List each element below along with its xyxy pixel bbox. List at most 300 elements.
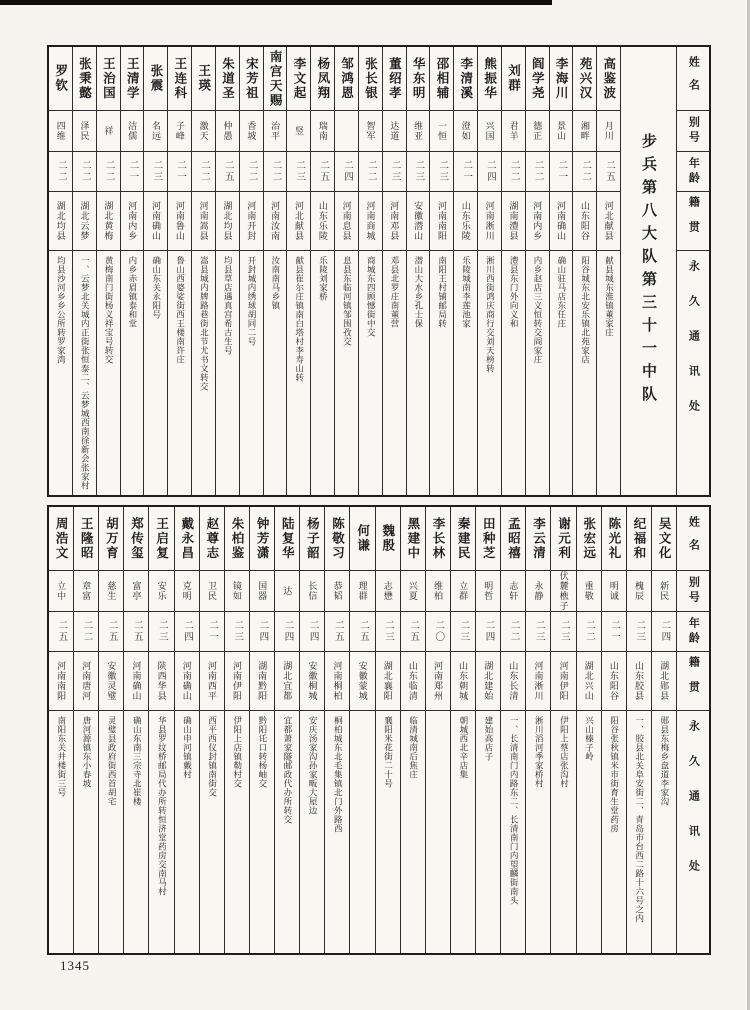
- person-address: 献县崔尔庄镇南白塔村李寿山转: [294, 256, 305, 382]
- person-address: 汝南南马乡镇: [270, 256, 281, 310]
- person-alias-cell: [426, 571, 450, 612]
- person-address: 南阳王村铺邮局转: [437, 256, 448, 328]
- person-native-place: 河南确山: [131, 661, 142, 701]
- person-name-cell: [401, 507, 425, 571]
- person-address-cell: [335, 251, 358, 495]
- person-name: 张长银: [363, 56, 378, 101]
- person-name-cell: [149, 507, 173, 571]
- person-name-cell: [99, 507, 123, 571]
- person-alias: 君羊: [508, 121, 519, 141]
- person-column: [477, 47, 501, 495]
- person-address-cell: [73, 251, 96, 495]
- person-name: 谢元利: [556, 516, 571, 561]
- person-address-cell: [144, 251, 167, 495]
- person-address-cell: [175, 711, 199, 953]
- person-alias-cell: [430, 111, 453, 152]
- person-alias-cell: [383, 111, 406, 152]
- person-native-cell: [451, 652, 475, 711]
- person-age-cell: [407, 152, 430, 192]
- person-alias: 理群: [357, 581, 368, 601]
- person-native-place: 河南确山: [556, 201, 567, 241]
- person-name: 纪福和: [632, 516, 646, 561]
- person-alias-cell: [407, 111, 430, 152]
- person-native-cell: [597, 192, 620, 251]
- person-age-cell: [192, 152, 215, 192]
- person-alias-cell: [121, 111, 144, 152]
- person-name: 戴永昌: [179, 516, 194, 561]
- person-alias-cell: [49, 111, 72, 152]
- person-age: 二三: [413, 160, 424, 183]
- person-address: 安庆汤家沟孙家畈大屋边: [308, 716, 319, 815]
- person-address: 一、云梦北关城内正街张恒泰二、云梦城西南徐新会张家村: [80, 256, 91, 490]
- scan-artifact-top-bar: [0, 0, 552, 5]
- person-age: 二四: [483, 620, 494, 643]
- person-address: 阳谷城东北安乐镇北苑家店: [580, 256, 591, 364]
- person-name-cell: [121, 47, 144, 111]
- person-age: 二四: [484, 160, 495, 183]
- person-native-cell: [49, 652, 73, 711]
- person-column: [550, 507, 575, 953]
- person-name-cell: [74, 507, 98, 571]
- person-age-cell: [168, 152, 191, 192]
- header-cell-name: [677, 507, 709, 571]
- person-name: 高鉴波: [601, 56, 616, 101]
- person-native-place: 湖北黄梅: [103, 201, 114, 241]
- person-address: 朝城西北辛店集: [458, 716, 469, 779]
- person-address: 澧县东门外向义和: [509, 256, 520, 328]
- person-age: 二一: [609, 620, 620, 643]
- person-alias-cell: [192, 111, 215, 152]
- person-native-place: 河南郑州: [432, 661, 443, 701]
- person-age-cell: [275, 612, 299, 652]
- header-label-address: 永久通讯处: [687, 260, 700, 435]
- person-native-place: 河南西平: [206, 661, 217, 701]
- person-name-cell: [652, 507, 676, 571]
- person-column: [224, 507, 249, 953]
- person-name: 阎学尧: [530, 56, 545, 101]
- person-alias: 祥: [103, 126, 114, 136]
- person-native-place: 河南伊阳: [231, 661, 242, 701]
- person-name-cell: [359, 47, 382, 111]
- person-alias-cell: [401, 571, 425, 612]
- person-native-place: 湖北郧县: [659, 661, 670, 701]
- person-alias-cell: [476, 571, 500, 612]
- person-address-cell: [121, 251, 144, 495]
- person-native-place: 湖北建始: [483, 661, 494, 701]
- person-address-cell: [49, 251, 72, 495]
- person-address: 桐柏城东北毛集镇北门外路西: [333, 716, 344, 833]
- person-alias-cell: [627, 571, 651, 612]
- person-address: 确山驻马店东任庄: [556, 256, 567, 328]
- person-age: 二四: [182, 620, 193, 643]
- person-native-cell: [168, 192, 191, 251]
- person-native-cell: [192, 192, 215, 251]
- person-native-cell: [501, 652, 525, 711]
- person-address-cell: [407, 251, 430, 495]
- person-column: [501, 47, 525, 495]
- person-address-cell: [551, 711, 575, 953]
- person-alias: 志轩: [508, 581, 519, 601]
- person-age: 二二: [198, 160, 209, 183]
- person-age: 二四: [659, 620, 670, 643]
- person-name-cell: [573, 47, 596, 111]
- person-name: 李长林: [431, 516, 445, 561]
- person-name-cell: [526, 507, 550, 571]
- person-alias: 景山: [556, 121, 567, 141]
- person-name-cell: [597, 47, 620, 111]
- person-alias-cell: [175, 571, 199, 612]
- person-column: [249, 507, 274, 953]
- person-column: [425, 507, 450, 953]
- person-native-place: 湖北均县: [222, 201, 233, 241]
- person-native-place: 河南南阳: [56, 661, 67, 701]
- person-alias-cell: [325, 571, 349, 612]
- person-age: 二三: [294, 160, 305, 183]
- person-native-cell: [121, 192, 144, 251]
- person-address: 一、长清南门内路东二、长清南门内望麟街南头: [509, 716, 520, 905]
- person-address: 均县沙河乡乡公所转罗家湾: [56, 256, 67, 364]
- person-address-cell: [652, 711, 676, 953]
- person-age-cell: [652, 612, 676, 652]
- person-column: [73, 507, 98, 953]
- person-name-cell: [240, 47, 263, 111]
- person-age: 二一: [461, 160, 472, 183]
- person-column: [358, 47, 382, 495]
- person-name: 张宏远: [581, 516, 596, 561]
- person-address: 一、胶县北关阜安街二、青岛市台西二路十六号之内: [634, 716, 645, 923]
- person-age-cell: [74, 612, 98, 652]
- person-alias: 子峰: [174, 121, 185, 141]
- person-alias-cell: [551, 571, 575, 612]
- person-alias: 维柏: [432, 581, 443, 601]
- person-native-cell: [300, 652, 324, 711]
- header-cell-native: [677, 652, 709, 711]
- person-name: 李清溪: [458, 56, 473, 101]
- person-column: [49, 507, 73, 953]
- person-age-cell: [325, 612, 349, 652]
- header-label-alias: 别号: [687, 576, 700, 606]
- person-native-place: 河南桐柏: [332, 661, 343, 701]
- person-age: 二五: [56, 620, 67, 643]
- person-column: [174, 507, 199, 953]
- person-column: [626, 507, 651, 953]
- person-native-cell: [476, 652, 500, 711]
- person-age-cell: [627, 612, 651, 652]
- person-name-cell: [476, 507, 500, 571]
- person-address-cell: [401, 711, 425, 953]
- person-age: 二四: [257, 620, 268, 643]
- person-alias-cell: [501, 571, 525, 612]
- person-name-cell: [97, 47, 120, 111]
- person-alias: 克明: [181, 581, 192, 601]
- person-age-cell: [73, 152, 96, 192]
- person-name-cell: [335, 47, 358, 111]
- person-alias: 月川: [603, 121, 614, 141]
- person-address-cell: [573, 251, 596, 495]
- person-address-cell: [577, 711, 601, 953]
- person-native-cell: [602, 652, 626, 711]
- person-native-cell: [250, 652, 274, 711]
- person-name: 罗钦: [53, 64, 68, 93]
- person-age-cell: [602, 612, 626, 652]
- person-name: 张震: [149, 64, 164, 93]
- person-name-cell: [311, 47, 334, 111]
- person-alias-cell: [573, 111, 596, 152]
- person-address-cell: [124, 711, 148, 953]
- person-alias: 明诚: [608, 581, 619, 601]
- person-address: 灵璧县政府街西首胡宅: [107, 716, 118, 806]
- person-name: 张秉懿: [77, 56, 92, 101]
- person-age-cell: [383, 152, 406, 192]
- person-name: 熊振华: [482, 56, 497, 101]
- person-native-cell: [401, 652, 425, 711]
- person-name: 王清学: [125, 56, 140, 101]
- person-name-cell: [407, 47, 430, 111]
- person-column: [299, 507, 324, 953]
- person-column: [96, 47, 120, 495]
- person-age: 二二: [365, 160, 376, 183]
- header-label-native: 籍贯: [687, 656, 700, 706]
- person-address-cell: [49, 711, 73, 953]
- person-name: 陈敬习: [330, 516, 345, 561]
- person-native-place: 河南开封: [246, 201, 257, 241]
- person-name: 李海川: [554, 56, 569, 101]
- person-address: 邓县北罗庄南董营: [390, 256, 401, 328]
- person-age: 二五: [604, 160, 615, 183]
- person-age: 二一: [175, 160, 186, 183]
- person-name: 何谦: [355, 524, 370, 553]
- person-address: 鲁山西婆娑街西王楼南许庄: [175, 256, 186, 364]
- person-name-cell: [124, 507, 148, 571]
- header-cell-name: [677, 47, 709, 111]
- person-name: 陆复华: [280, 516, 295, 561]
- person-native-place: 安徽桐城: [307, 661, 318, 701]
- person-native-cell: [376, 652, 400, 711]
- person-address-cell: [264, 251, 287, 495]
- person-age: 二三: [383, 620, 394, 643]
- person-address: 宜都萧家隧邮政代办所转交: [282, 716, 293, 824]
- person-age-cell: [144, 152, 167, 192]
- person-age-cell: [526, 612, 550, 652]
- person-alias: 激天: [198, 121, 209, 141]
- person-address: 黄梅南门街杨义祥宝号转交: [104, 256, 115, 364]
- person-native-cell: [359, 192, 382, 251]
- person-native-cell: [74, 652, 98, 711]
- header-label-native: 籍贯: [687, 196, 700, 246]
- person-address-cell: [359, 251, 382, 495]
- person-address: 确山申河镇戴村: [182, 716, 193, 779]
- person-column: [191, 47, 215, 495]
- person-address: 内乡赤眉镇泰和堂: [127, 256, 138, 328]
- person-native-cell: [335, 192, 358, 251]
- person-alias: 镜如: [231, 581, 242, 601]
- person-native-cell: [478, 192, 501, 251]
- person-address-cell: [430, 251, 453, 495]
- person-native-cell: [124, 652, 148, 711]
- person-column: [400, 507, 425, 953]
- person-alias: 恭韬: [332, 581, 343, 601]
- person-alias: 槐辰: [633, 581, 644, 601]
- person-column: [572, 47, 596, 495]
- person-column: [475, 507, 500, 953]
- person-address: 商城东四顾憾街中交: [366, 256, 377, 337]
- person-age-cell: [225, 612, 249, 652]
- person-address-cell: [149, 711, 173, 953]
- person-name: 王启复: [154, 516, 169, 561]
- person-alias: 竖: [293, 126, 304, 136]
- person-column: [98, 507, 123, 953]
- person-alias: 永静: [533, 581, 544, 601]
- person-column: [310, 47, 334, 495]
- person-alias: 洁儒: [127, 121, 138, 141]
- person-alias-cell: [149, 571, 173, 612]
- person-native-cell: [502, 192, 525, 251]
- person-name-cell: [602, 507, 626, 571]
- person-alias: 湘畔: [579, 121, 590, 141]
- person-alias: 章富: [81, 581, 92, 601]
- person-name: 王连科: [172, 56, 187, 101]
- person-native-cell: [652, 652, 676, 711]
- person-alias-cell: [577, 571, 601, 612]
- person-column: [72, 47, 96, 495]
- header-label-age: 年龄: [687, 156, 700, 187]
- person-native-cell: [144, 192, 167, 251]
- person-age: 二四: [307, 620, 318, 643]
- person-native-place: 河南鲁山: [174, 201, 185, 241]
- person-address: 建始高店子: [483, 716, 494, 761]
- person-native-place: 湖南澧县: [508, 201, 519, 241]
- person-age: 二二: [103, 160, 114, 183]
- person-age-cell: [264, 152, 287, 192]
- person-name-cell: [225, 507, 249, 571]
- person-name-cell: [192, 47, 215, 111]
- person-address-cell: [597, 251, 620, 495]
- person-age-cell: [121, 152, 144, 192]
- person-age-cell: [501, 612, 525, 652]
- person-age-cell: [149, 612, 173, 652]
- person-age-cell: [478, 152, 501, 192]
- person-native-place: 河南商城: [365, 201, 376, 241]
- person-native-cell: [325, 652, 349, 711]
- person-name: 苑兴汉: [577, 56, 592, 101]
- person-alias: 伏麓樵子: [558, 571, 569, 611]
- person-alias: 名远: [151, 121, 162, 141]
- person-native-cell: [350, 652, 374, 711]
- person-address: 乐陵城南李莲池家: [461, 256, 472, 328]
- person-address: 淅川西街鸿庆商行交刘天榜转: [485, 256, 496, 373]
- person-column: [263, 47, 287, 495]
- person-age-cell: [250, 612, 274, 652]
- person-age: 二三: [389, 160, 400, 183]
- person-alias: 维亚: [413, 121, 424, 141]
- person-address: 南阳东关井楼街三号: [56, 716, 67, 797]
- person-age: 二二: [270, 160, 281, 183]
- person-alias-cell: [454, 111, 477, 152]
- person-native-place: 河南息县: [341, 201, 352, 241]
- person-address: 嵩县城内牌路巷街北节尤书文转交: [199, 256, 210, 391]
- person-alias: 立群: [458, 581, 469, 601]
- person-column: [239, 47, 263, 495]
- person-age: 二三: [232, 620, 243, 643]
- person-alias: 兴夏: [407, 581, 418, 601]
- person-name-cell: [350, 507, 374, 571]
- person-address: 确山东南三宗寺北崔楼: [132, 716, 143, 806]
- person-native-cell: [240, 192, 263, 251]
- person-age-cell: [300, 612, 324, 652]
- person-address-cell: [451, 711, 475, 953]
- person-address-cell: [216, 251, 239, 495]
- person-alias-cell: [73, 111, 96, 152]
- person-age: 二三: [533, 620, 544, 643]
- person-native-cell: [200, 652, 224, 711]
- person-name-cell: [451, 507, 475, 571]
- person-name-cell: [526, 47, 549, 111]
- person-name-cell: [376, 507, 400, 571]
- person-column: [215, 47, 239, 495]
- person-column: [596, 47, 620, 495]
- person-alias-cell: [225, 571, 249, 612]
- person-address: 淅川滔河季家桥村: [534, 716, 545, 788]
- person-age-cell: [476, 612, 500, 652]
- person-native-place: 山东乐陵: [317, 201, 328, 241]
- person-native-place: 山东乐陵: [460, 201, 471, 241]
- person-alias: 志懋: [382, 581, 393, 601]
- person-native-place: 河南南阳: [436, 201, 447, 241]
- person-address-cell: [275, 711, 299, 953]
- person-name: 王隆昭: [79, 516, 94, 561]
- person-alias-cell: [350, 571, 374, 612]
- person-age: 二五: [222, 160, 233, 183]
- person-age: 二五: [332, 620, 343, 643]
- person-age: 二三: [151, 160, 162, 183]
- person-column: [148, 507, 173, 953]
- person-address-cell: [225, 711, 249, 953]
- person-address-cell: [426, 711, 450, 953]
- person-name: 邹鸿恩: [339, 56, 354, 101]
- person-column: [349, 507, 374, 953]
- person-column: [49, 47, 72, 495]
- person-alias: 新民: [659, 581, 670, 601]
- person-native-place: 安徽蒙城: [357, 661, 368, 701]
- person-alias-cell: [478, 111, 501, 152]
- person-alias-cell: [144, 111, 167, 152]
- person-address-cell: [311, 251, 334, 495]
- person-name-cell: [264, 47, 287, 111]
- person-name: 田种芝: [481, 516, 496, 561]
- person-name-cell: [627, 507, 651, 571]
- roster-table-bottom: [47, 505, 711, 955]
- person-alias: 泽民: [79, 121, 90, 141]
- person-alias-cell: [335, 111, 358, 152]
- person-alias-cell: [264, 111, 287, 152]
- person-native-cell: [454, 192, 477, 251]
- person-alias: 治平: [270, 121, 281, 141]
- person-address: 确山东关永阳号: [151, 256, 162, 319]
- person-native-cell: [73, 192, 96, 251]
- person-name: 朱道圣: [220, 56, 235, 101]
- person-address-cell: [526, 711, 550, 953]
- person-alias: 兴国: [484, 121, 495, 141]
- person-column: [375, 507, 400, 953]
- person-age: 二五: [408, 620, 419, 643]
- person-age: 二一: [556, 160, 567, 183]
- person-alias: 慈生: [106, 581, 117, 601]
- page-number: 1345: [60, 958, 90, 973]
- person-address: 襄阳米花街二十号: [383, 716, 394, 788]
- person-native-place: 湖南黔阳: [257, 661, 268, 701]
- person-name-cell: [144, 47, 167, 111]
- person-alias-cell: [376, 571, 400, 612]
